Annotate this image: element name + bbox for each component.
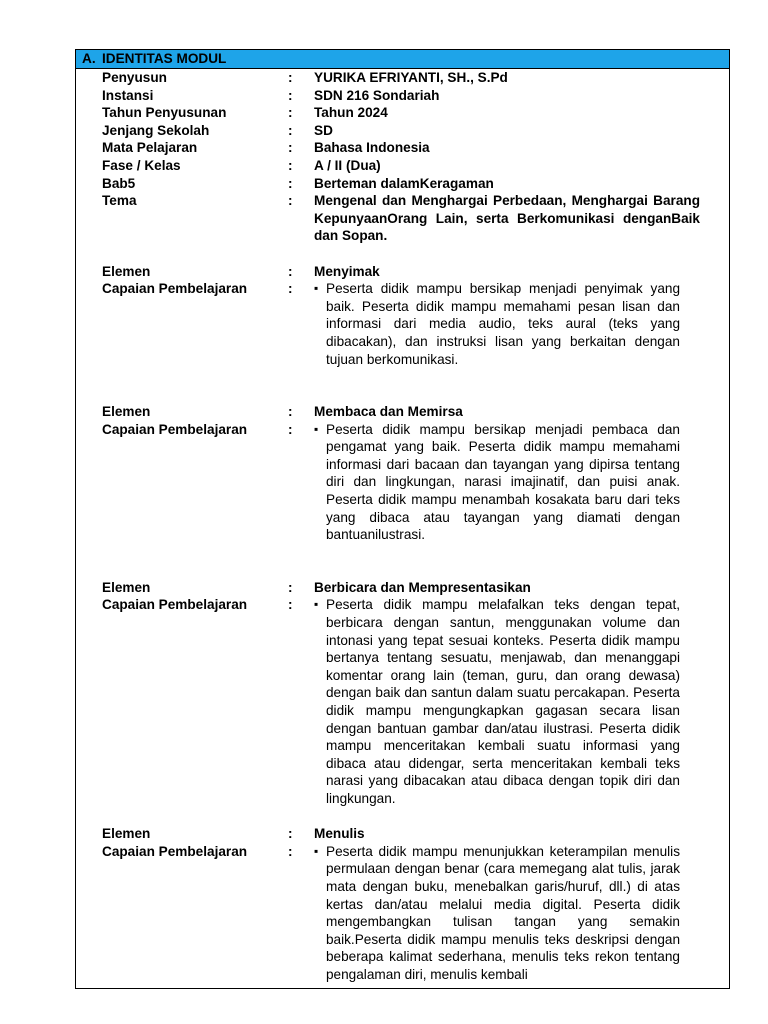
elemen-row (76, 579, 729, 597)
colon: : (288, 843, 293, 859)
cp-label: Capaian Pembelajaran (102, 421, 248, 437)
section-number: A. (82, 51, 96, 66)
elemen-value: Berbicara dan Mempresentasikan (314, 579, 531, 595)
identity-value: SDN 216 Sondariah (314, 87, 440, 103)
cp-text: Peserta didik mampu bersikap menjadi pembaca dan pengamat yang baik. Peserta didik mampu memahami informasi dari bacaan dan tayangan yang dipirsa tentang diri dan lingkungan, narasi imajinatif, dan puisi anak. Peserta didik mampu menambah kosakata baru dari teks yang dibaca atau tayangan yang diamati dengan bantuanilustrasi. (326, 421, 680, 543)
identity-value: YURIKA EFRIYANTI, SH., S.Pd (314, 70, 508, 85)
cp-row (76, 843, 729, 984)
colon: : (288, 579, 293, 595)
elemen-row (76, 403, 729, 421)
identity-label: Tema (102, 193, 137, 209)
identity-row (76, 122, 729, 140)
colon: : (288, 826, 293, 842)
identity-value: Tahun 2024 (314, 105, 388, 121)
elemen-row (76, 825, 729, 843)
colon: : (288, 122, 293, 138)
identity-value: Berteman dalamKeragaman (314, 175, 494, 191)
identity-label: Tahun Penyusunan (102, 105, 227, 121)
elemen-label: Elemen (102, 404, 151, 420)
identity-label: Penyusun (102, 70, 167, 85)
colon: : (288, 175, 293, 191)
cp-text: Peserta didik mampu menunjukkan keterampilan menulis permulaan dengan benar (cara memegang alat tulis, jarak mata dengan buku, menebalkan garis/huruf, dll.) di atas kertas dan/atau melalui media digital. Peserta didik mengembangkan tulisan tangan yang semakin baik.Peserta didik mampu menulis teks deskripsi dengan beberapa kalimat sederhana, menulis teks rekon tentang pengalaman diri, menulis kembali (326, 843, 680, 982)
identity-value: SD (314, 122, 333, 138)
colon: : (288, 421, 293, 437)
document-frame (75, 49, 730, 989)
cp-text: Peserta didik mampu bersikap menjadi penyimak yang baik. Peserta didik mampu memahami pesan lisan dan informasi dari media audio, teks aural (teks yang dibacakan), dan instruksi lisan yang berkaitan dengan tujuan berkomunikasi. (326, 281, 680, 367)
elemen-value: Membaca dan Memirsa (314, 404, 463, 420)
identity-label: Bab5 (102, 175, 136, 191)
cp-label: Capaian Pembelajaran (102, 843, 248, 859)
identity-row (76, 104, 729, 122)
identity-value: Mengenal dan Menghargai Perbedaan, Menghargai Barang KepunyaanOrang Lain, serta Berkomunikasi denganBaik dan Sopan. (314, 193, 700, 244)
cp-label: Capaian Pembelajaran (102, 597, 248, 613)
identity-row (76, 87, 729, 105)
cp-text: Peserta didik mampu melafalkan teks dengan tepat, berbicara dengan santun, menggunakan volume dan intonasi yang tepat sesuai konteks. Peserta didik mampu bertanya tentang sesuatu, menjawab, dan menanggapi komentar orang lain (teman, guru, dan orang dewasa) dengan baik dan santun dalam suatu percakapan. Peserta didik mampu mengungkapkan gagasan secara lisan dengan bantuan gambar dan/atau ilustrasi. Peserta didik mampu menceritakan kembali suatu informasi yang dibaca atau didengar, serta menceritakan kembali teks narasi yang dibacakan atau dibaca dengan topik diri dan lingkungan. (326, 597, 680, 806)
identity-label: Jenjang Sekolah (102, 122, 210, 138)
colon: : (288, 597, 293, 613)
colon: : (288, 281, 293, 297)
colon: : (288, 193, 293, 209)
elemen-row (76, 263, 729, 281)
bullet-icon: ▪ (314, 421, 319, 436)
cp-row (76, 280, 729, 368)
identity-label: Mata Pelajaran (102, 140, 198, 156)
colon: : (288, 140, 293, 156)
elemen-label: Elemen (102, 579, 151, 595)
identity-table (76, 69, 729, 984)
cp-row (76, 596, 729, 807)
bullet-icon: ▪ (314, 597, 319, 612)
identity-value: Bahasa Indonesia (314, 140, 430, 156)
identity-row (76, 69, 729, 87)
cp-label: Capaian Pembelajaran (102, 281, 248, 297)
identity-value: A / II (Dua) (314, 157, 381, 173)
colon: : (288, 263, 293, 279)
elemen-label: Elemen (102, 826, 151, 842)
colon: : (288, 105, 293, 121)
identity-row (76, 157, 729, 175)
identity-row (76, 192, 729, 245)
bullet-icon: ▪ (314, 843, 319, 858)
elemen-value: Menyimak (314, 263, 380, 279)
identity-label: Fase / Kelas (102, 157, 181, 173)
elemen-label: Elemen (102, 263, 151, 279)
colon: : (288, 87, 293, 103)
identity-row (76, 175, 729, 193)
identity-row (76, 139, 729, 157)
section-title: IDENTITAS MODUL (102, 51, 227, 66)
cp-row (76, 421, 729, 544)
section-header (76, 50, 729, 69)
identity-label: Instansi (102, 87, 154, 103)
elemen-value: Menulis (314, 826, 365, 842)
colon: : (288, 70, 293, 85)
colon: : (288, 404, 293, 420)
colon: : (288, 157, 293, 173)
bullet-icon: ▪ (314, 281, 319, 296)
